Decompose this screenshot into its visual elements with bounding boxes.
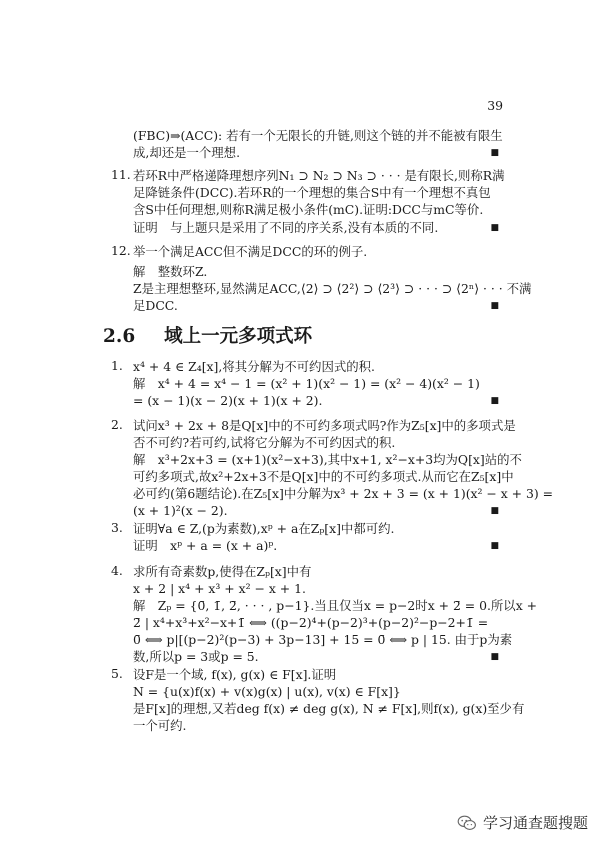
text-line: 数,所以p = 3或p = 5. — [133, 649, 259, 664]
text-paragraph — [133, 563, 537, 665]
qed-square-icon: ■ — [490, 652, 499, 662]
text-line: N = {u(x)f(x) + v(x)g(x) | u(x), v(x) ∈ F[x]} — [133, 684, 401, 699]
section-heading — [103, 322, 312, 348]
section-number: 2.6 — [103, 326, 136, 347]
qed-square-icon: ■ — [490, 223, 499, 233]
text-paragraph — [133, 520, 499, 554]
text-line: 0̄ ⟺ p|[(p−2)²(p−3) + 3p−13] + 15 = 0̄ ⟺ p | 15. 由于p为素 — [133, 632, 513, 647]
problem-number: 12. — [111, 243, 131, 258]
text-line: 解 Zₚ = {0̄, 1̄, 2̄, · · · , p−1}.当且仅当x = p−2时x + 2̄ = 0.所以x + — [133, 598, 537, 613]
text-line: 否不可约?若可约,试将它分解为不可约因式的积. — [133, 435, 396, 450]
text-paragraph — [133, 358, 499, 409]
problem-number: 2. — [111, 417, 123, 432]
problem-number: 4. — [111, 563, 123, 578]
watermark — [457, 812, 588, 833]
qed-square-icon: ■ — [490, 506, 499, 516]
section-title: 域上一元多项式环 — [164, 326, 313, 347]
text-line: 求所有奇素数p,使得在Zₚ[x]中有 — [133, 564, 312, 579]
problem-number: 1. — [111, 358, 123, 373]
text-line: x⁴ + 4 ∈ Z₄[x],将其分解为不可约因式的积. — [133, 359, 375, 374]
qed-square-icon: ■ — [490, 148, 499, 158]
text-line: 必可约(第6题结论).在Z₅[x]中分解为x³ + 2x + 3 = (x + 1)(x² − x + 3) = — [133, 486, 554, 501]
text-paragraph — [133, 219, 499, 236]
text-line: 若环R中严格递降理想序列N₁ ⊃ N₂ ⊃ N₃ ⊃ · · · 是有限长,则称R满 — [133, 168, 505, 183]
qed-square-icon: ■ — [490, 541, 499, 551]
text-line: 试问x³ + 2x + 8是Q[x]中的不可约多项式吗?作为Z₅[x]中的多项式是 — [133, 418, 516, 433]
text-line: 一个可约. — [133, 718, 187, 733]
problem-number: 11. — [111, 167, 131, 182]
text-line: Z是主理想整环,显然满足ACC,⟨2⟩ ⊃ ⟨2²⟩ ⊃ ⟨2³⟩ ⊃ · · · ⊃ ⟨2ⁿ⟩ · · · 不满 — [133, 281, 532, 296]
text-line: 证明 与上题只是采用了不同的序关系,没有本质的不同. — [133, 220, 439, 235]
text-line: = (x − 1)(x − 2)(x + 1)(x + 2). — [133, 393, 323, 408]
text-line: (x + 1)²(x − 2). — [133, 503, 228, 518]
text-line: 解 x³+2x+3 = (x+1)(x²−x+3),其中x+1, x²−x+3均为Q[x]站的不 — [133, 452, 522, 467]
text-line: 可约多项式,故x²+2x+3不是Q[x]中的不可约多项式.从而它在Z₅[x]中 — [133, 469, 514, 484]
text-line: 足DCC. — [133, 298, 178, 313]
qed-square-icon: ■ — [490, 396, 499, 406]
wechat-icon — [457, 815, 477, 831]
text-line: 设F是一个域, f(x), g(x) ∈ F[x].证明 — [133, 667, 337, 682]
text-line: x + 2 | x⁴ + x³ + x² − x + 1. — [133, 581, 306, 596]
text-line: 2̄ | x⁴+x³+x²−x+1̄ ⟺ ((p−2)⁴+(p−2)³+(p−2)²−p−2+1̄ = — [133, 615, 489, 630]
text-line: (FBC)⇒(ACC): 若有一个无限长的升链,则这个链的并不能被有限生 — [133, 128, 503, 143]
text-line: 含S中任何理想,则称R满足极小条件(mC).证明:DCC与mC等价. — [133, 202, 484, 217]
text-line: 是F[x]的理想,又若deg f(x) ≠ deg g(x), N ≠ F[x],则f(x), g(x)至少有 — [133, 701, 525, 716]
text-paragraph — [133, 243, 499, 260]
problem-number: 3. — [111, 520, 123, 535]
text-paragraph — [133, 167, 505, 218]
qed-square-icon: ■ — [490, 301, 499, 311]
text-paragraph — [133, 666, 525, 734]
text-line: 证明 xᵖ + a = (x + a)ᵖ. — [133, 538, 278, 553]
text-line: 成,却还是一个理想. — [133, 145, 241, 160]
problem-number: 5. — [111, 666, 123, 681]
text-paragraph — [133, 127, 503, 161]
text-line: 解 x⁴ + 4 = x⁴ − 1 = (x² + 1)(x² − 1) = (x² − 4)(x² − 1) — [133, 376, 480, 391]
text-paragraph — [133, 263, 532, 314]
text-paragraph — [133, 417, 554, 519]
text-line: 证明∀a ∈ Z,(p为素数),xᵖ + a在Zₚ[x]中都可约. — [133, 521, 395, 536]
page-number: 39 — [487, 98, 503, 113]
text-line: 举一个满足ACC但不满足DCC的环的例子. — [133, 244, 368, 259]
watermark-text: 学习通查题搜题 — [483, 814, 589, 832]
text-line: 解 整数环Z. — [133, 264, 208, 279]
text-line: 足降链条件(DCC).若环R的一个理想的集合S中有一个理想不真包 — [133, 185, 491, 200]
